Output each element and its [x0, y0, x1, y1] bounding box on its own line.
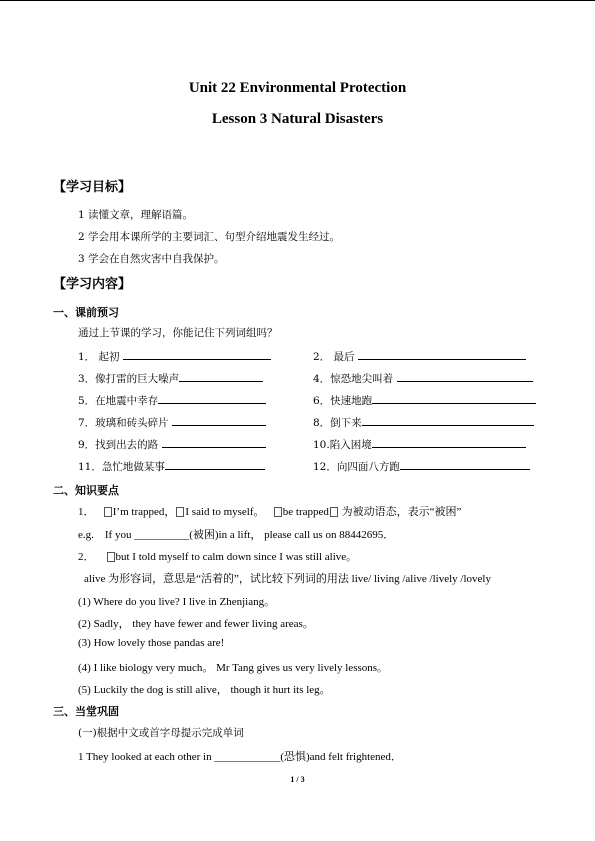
- missing-char-box: [176, 507, 184, 517]
- phrase-left: 11．急忙地做某事: [78, 459, 265, 474]
- example-sentence: e.g. If you __________(被困)in a lift， please call us on 88442695．: [78, 529, 395, 541]
- preview-intro: 通过上节课的学习，你能记住下列词组吗？: [78, 327, 278, 339]
- goal-item: 1 读懂文章，理解语篇。: [78, 209, 194, 221]
- lesson-title: Lesson 3 Natural Disasters: [211, 111, 384, 127]
- goals-header: 【学习目标】: [53, 180, 132, 195]
- question-1: 1 They looked at each other in ____________(恐惧)and felt frightened．: [78, 751, 402, 763]
- phrase-left: 5．在地震中幸存: [78, 393, 266, 408]
- goal-item: 2 学会用本课所学的主要词汇、句型介绍地震发生经过。: [78, 231, 341, 243]
- section-practice: 三、当堂巩固: [53, 705, 119, 718]
- key-point-1: 1． I’m trapped， I said to myself。 be trapped 为被动语态，表示“被困”: [78, 506, 462, 518]
- missing-char-box: [274, 507, 282, 517]
- phrase-right: 8．倒下来: [313, 415, 534, 430]
- top-rule: [0, 0, 595, 1]
- example-item: (5) Luckily the dog is still alive， though it hurt its leg。: [78, 684, 331, 696]
- content-header: 【学习内容】: [53, 277, 132, 292]
- missing-char-box: [104, 507, 112, 517]
- practice-subheading: (一)根据中文或首字母提示完成单词: [78, 727, 244, 739]
- phrase-left: 7．玻璃和砖头碎片: [78, 415, 266, 430]
- example-item: (4) I like biology very much。 Mr Tang gives us very lively lessons。: [78, 662, 389, 674]
- example-item: (3) How lovely those pandas are!: [78, 637, 225, 649]
- phrase-left: 3．像打雷的巨大噪声: [78, 371, 263, 386]
- section-key-points: 二、知识要点: [53, 484, 119, 497]
- missing-char-box: [107, 552, 115, 562]
- phrase-right: 2． 最后: [313, 349, 526, 364]
- phrase-left: 1． 起初: [78, 349, 271, 364]
- alive-note: alive 为形容词，意思是“活着的”，试比较下列词的用法 live/ living /alive /lively /lovely: [84, 573, 491, 585]
- example-item: (1) Where do you live? I live in Zhenjiang。: [78, 596, 276, 608]
- unit-title: Unit 22 Environmental Protection: [188, 80, 407, 96]
- phrase-right: 12．向四面八方跑: [313, 459, 530, 474]
- phrase-right: 6．快速地跑: [313, 393, 536, 408]
- phrase-right: 10.陷入困境: [313, 437, 526, 452]
- key-point-2: 2． but I told myself to calm down since I was still alive。: [78, 551, 358, 563]
- example-item: (2) Sadly， they have fewer and fewer living areas。: [78, 618, 314, 630]
- phrase-left: 9．找到出去的路: [78, 437, 266, 452]
- missing-char-box: [330, 507, 338, 517]
- section-preview: 一、课前预习: [53, 306, 119, 319]
- goal-item: 3 学会在自然灾害中自我保护。: [78, 253, 225, 265]
- phrase-right: 4．惊恐地尖叫着: [313, 371, 533, 386]
- page-number: 1 / 3: [290, 775, 305, 784]
